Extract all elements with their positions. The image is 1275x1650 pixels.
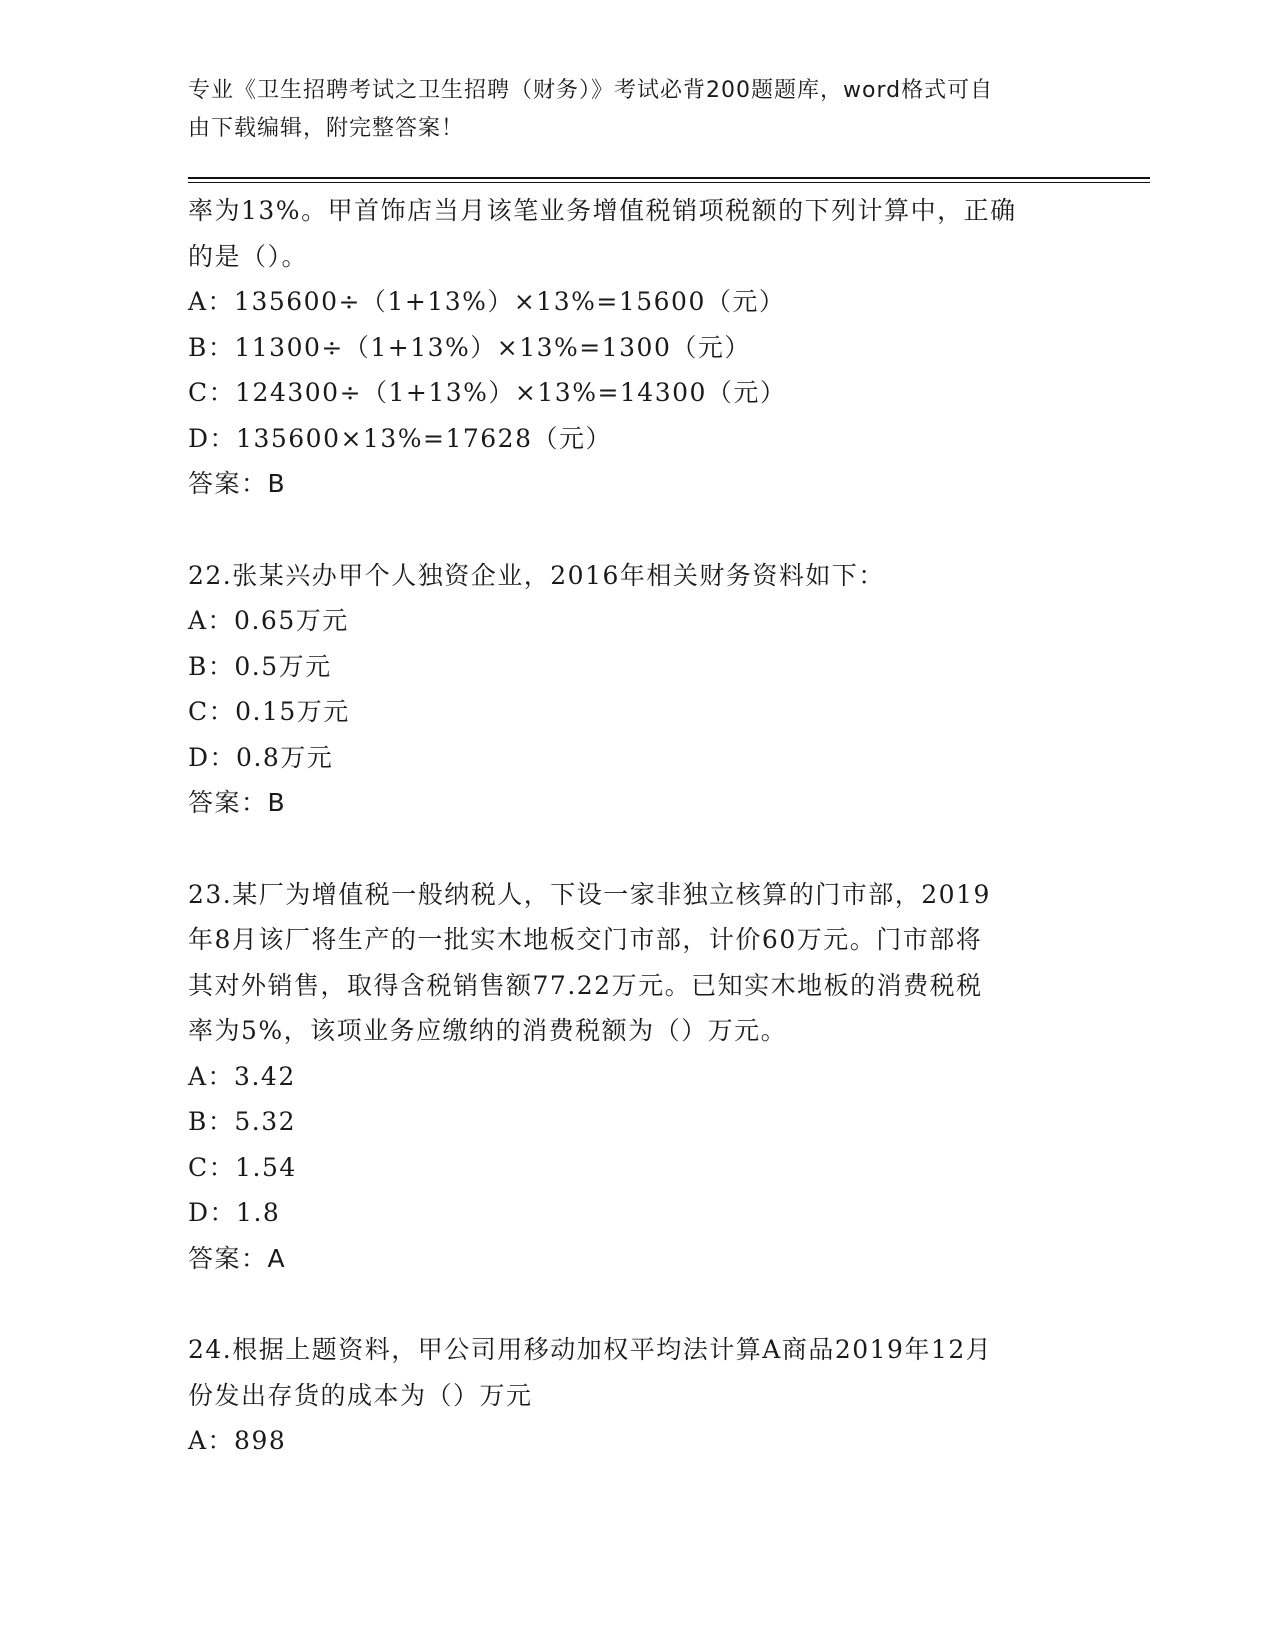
option-b: B：0.5万元 [188, 651, 332, 681]
question-23 [188, 872, 1088, 1282]
option-a: A：0.65万元 [188, 606, 349, 635]
question-stem-line: 份发出存货的成本为（）万元 [188, 1380, 533, 1410]
option-b: B：5.32 [188, 1107, 297, 1136]
question-spacer [188, 1281, 1088, 1327]
option-d: D：1.8 [188, 1198, 281, 1227]
option-b: B：11300÷（1+13%）×13%=1300（元） [188, 332, 751, 362]
answer-label: 答案：A [188, 1243, 287, 1273]
document-body [188, 188, 1088, 1464]
question-stem-line: 其对外销售，取得含税销售额77.22万元。已知实木地板的消费税税 [188, 970, 983, 1000]
header-divider-thin [188, 182, 1150, 183]
header-title-line-1: 专业《卫生招聘考试之卫生招聘（财务）》考试必背200题题库，word格式可自 [188, 78, 994, 103]
option-a: A：898 [188, 1426, 287, 1455]
question-stem-line: 24.根据上题资料，甲公司用移动加权平均法计算A商品2019年12月 [188, 1335, 993, 1364]
option-d: D：135600×13%=17628（元） [188, 423, 612, 453]
option-c: C：1.54 [188, 1152, 297, 1182]
option-a: A：3.42 [188, 1061, 296, 1091]
option-d: D：0.8万元 [188, 742, 334, 772]
question-spacer [188, 826, 1088, 872]
option-a: A：135600÷（1+13%）×13%=15600（元） [188, 287, 786, 316]
question-stem-line: 率为13%。甲首饰店当月该笔业务增值税销项税额的下列计算中，正确 [188, 196, 1017, 225]
option-c: C：124300÷（1+13%）×13%=14300（元） [188, 378, 787, 407]
question-spacer [188, 507, 1088, 553]
header-divider-thick [188, 177, 1150, 179]
question-stem-line: 23.某厂为增值税一般纳税人，下设一家非独立核算的门市部，2019 [188, 879, 991, 909]
answer-label: 答案：B [188, 788, 287, 817]
question-22 [188, 553, 1088, 826]
header-title-line-2: 由下载编辑，附完整答案！ [188, 116, 465, 141]
question-stem-line: 年8月该厂将生产的一批实木地板交门市部，计价60万元。门市部将 [188, 925, 983, 954]
answer-label: 答案：B [188, 469, 287, 498]
question-stem-line: 率为5%，该项业务应缴纳的消费税额为（）万元。 [188, 1016, 788, 1045]
question-24 [188, 1327, 1088, 1464]
question-stem-line: 的是（）。 [188, 241, 309, 271]
option-c: C：0.15万元 [188, 697, 350, 726]
question-stem-line: 22.张某兴办甲个人独资企业，2016年相关财务资料如下： [188, 560, 885, 590]
document-header [188, 72, 1068, 148]
question-21 [188, 188, 1088, 507]
